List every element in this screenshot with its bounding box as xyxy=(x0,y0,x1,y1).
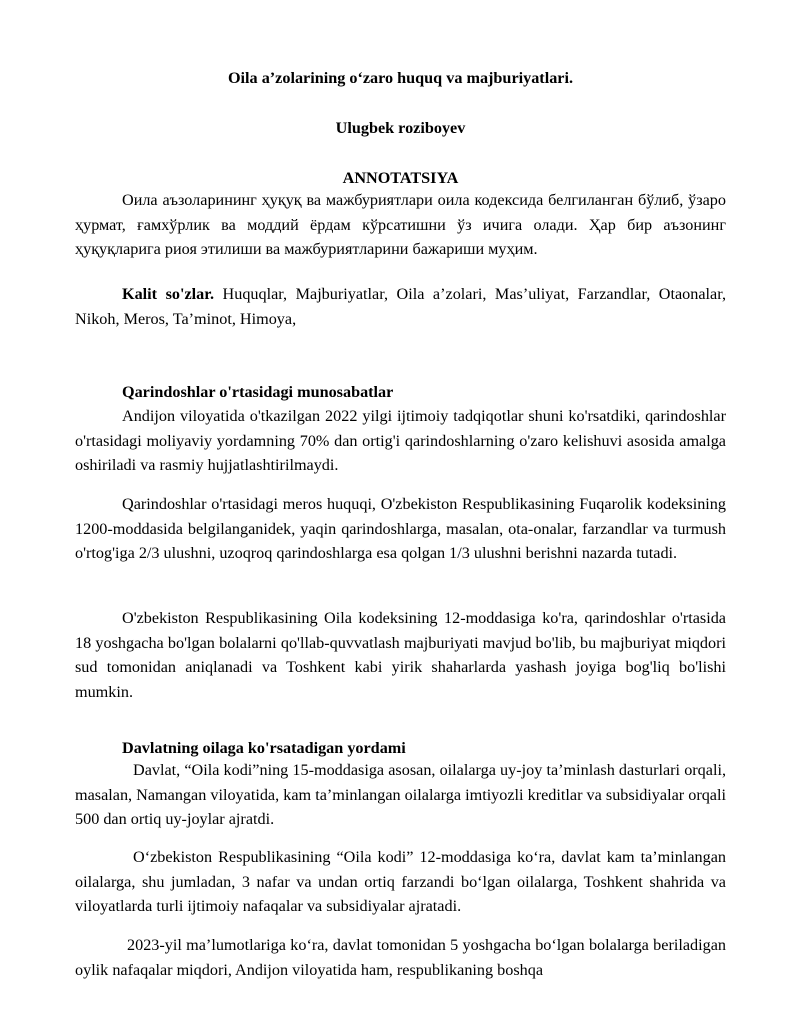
section1-paragraph-2: Qarindoshlar o'rtasidagi meros huquqi, O'zbekiston Respublikasining Fuqarolik kodeksining 1200-moddasida belgilanganidek, yaqin qarindoshlarga, masalan, ota-onalar, farzandlar va turmush o'rtog'iga 2/3 ulushni, uzoqroq qarindoshlarga esa qolgan 1/3 ulushni berishni nazarda tutadi. xyxy=(75,495,726,563)
section2-paragraph-1: Davlat, “Oila kodi”ning 15-moddasiga asosan, oilalarga uy-joy ta’minlash dasturlari orqali, masalan, Namangan viloyatida, kam ta’minlangan oilalarga imtiyozli kreditlar va subsidiyalar orqali 500 dan ortiq uy-joylar ajratdi. xyxy=(75,761,726,829)
keywords-text: Huquqlar, Majburiyatlar, Oila a’zolari, Mas’uliyat, Farzandlar, Otaonalar, Nikoh, Meros, Ta’minot, Himoya, xyxy=(75,285,726,328)
keywords-paragraph xyxy=(75,282,726,331)
section2-paragraph-3: 2023-yil ma’lumotlariga ko‘ra, davlat tomonidan 5 yoshgacha bo‘lgan bolalarga beriladigan oylik nafaqalar miqdori, Andijon viloyatida ham, respublikaning boshqa xyxy=(75,936,726,979)
section1-paragraph-3: O'zbekiston Respublikasining Oila kodeksining 12-moddasiga ko'ra, qarindoshlar o'rtasida 18 yoshgacha bo'lgan bolalarni qo'llab-quvvatlash majburiyati mavjud bo'lib, bu majburiyat miqdori sud tomonidan aniqlanadi va Toshkent kabi yirik shaharlarda yashash joyiga bog'liq bo'lishi mumkin. xyxy=(75,609,726,701)
section2-paragraph-2: O‘zbekiston Respublikasining “Oila kodi” 12-moddasiga ko‘ra, davlat kam ta’minlangan oilalarga, shu jumladan, 3 nafar va undan ortiq farzandi bo‘lgan oilalarga, Toshkent shahrida va viloyatlarda turli ijtimoiy nafaqalar va subsidiyalar ajratadi. xyxy=(75,848,726,916)
annotation-heading: ANNOTATSIYA xyxy=(342,169,459,187)
document-title: Oila a’zolarining o‘zaro huquq va majburiyatlari. xyxy=(227,69,574,87)
annotation-text: Оила аъзоларининг ҳуқуқ ва мажбуриятлари оила кодексида белгиланган бўлиб, ўзаро ҳурмат, ғамхўрлик ва моддий ёрдам кўрсатишни ўз ичига олади. Ҳар бир аъзонинг ҳуқуқларига риоя этилиши ва мажбуриятларини бажариши муҳим. xyxy=(75,191,726,259)
keywords-label: Kalit so'zlar. xyxy=(122,285,215,303)
section1-paragraph-1: Andijon viloyatida o'tkazilgan 2022 yilgi ijtimoiy tadqiqotlar shuni ko'rsatdiki, qarindoshlar o'rtasidagi moliyaviy yordamning 70% dan ortig'i qarindoshlarning o'zaro kelishuvi asosida amalga oshiriladi va rasmiy hujjatlashtirilmaydi. xyxy=(75,407,726,475)
author-name: Ulugbek roziboyev xyxy=(335,119,466,137)
section-heading-state-support: Davlatning oilaga ko'rsatadigan yordami xyxy=(122,739,406,757)
section-heading-relatives: Qarindoshlar o'rtasidagi munosabatlar xyxy=(122,383,394,401)
